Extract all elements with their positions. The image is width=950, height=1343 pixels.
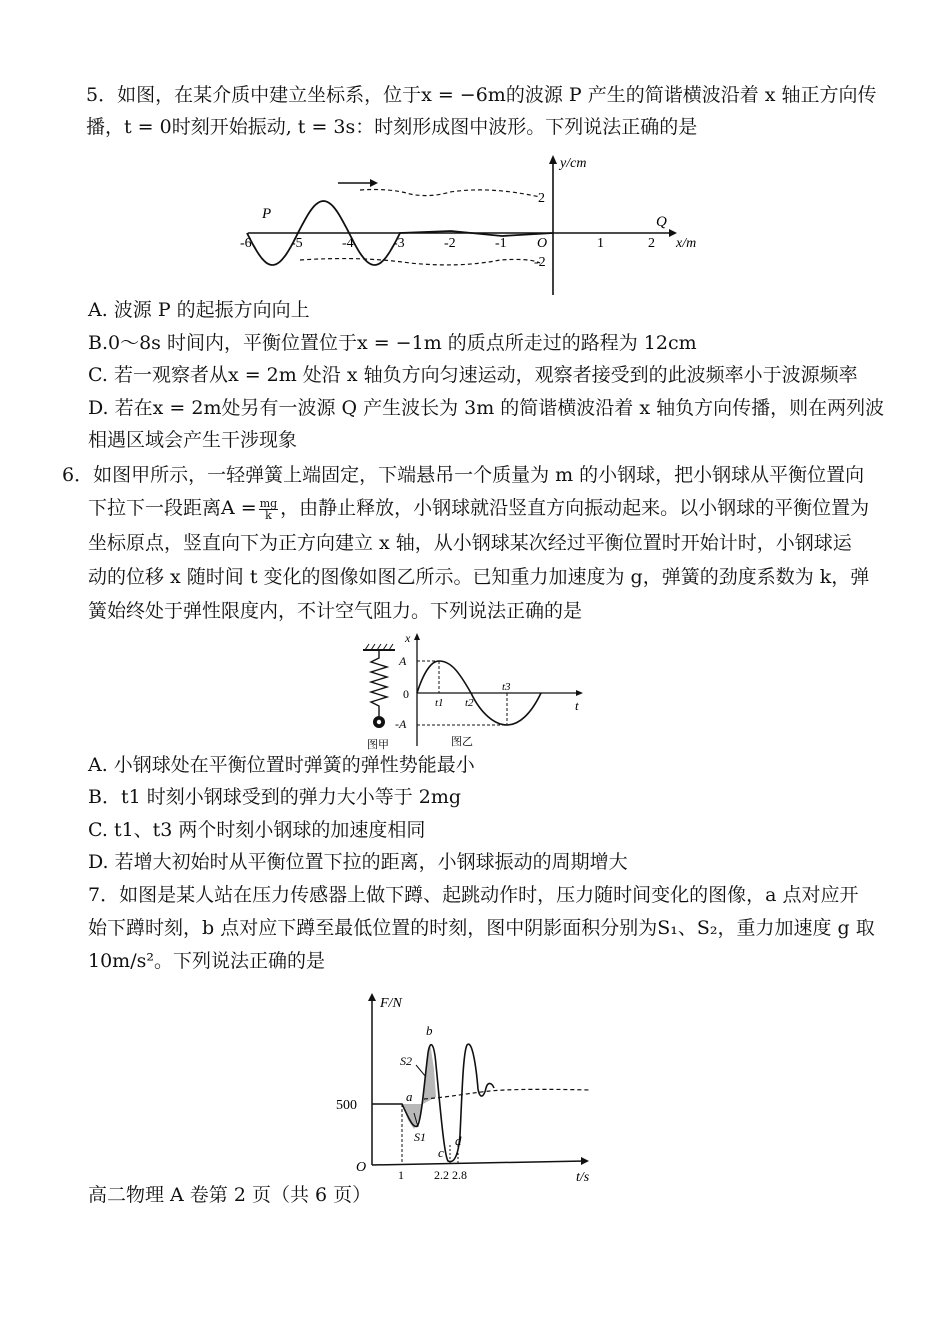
q5-point-p: P [262, 206, 272, 222]
q5-wave-figure [240, 150, 710, 300]
q5-x-tick: 1 [597, 236, 604, 251]
q5-point-q: Q [656, 214, 667, 230]
q6-label-a: A [399, 654, 407, 668]
q5-x-tick: -6 [240, 236, 252, 251]
q6-caption-left: 图甲 [367, 739, 389, 751]
q6-figure [355, 630, 595, 752]
q7-stem-line3: 10m/s²。下列说法正确的是 [88, 950, 325, 972]
q6-label-o: 0 [403, 687, 409, 701]
q6-stem-line2 [88, 495, 869, 521]
q7-label-500: 500 [336, 1098, 357, 1113]
q5-option-d-line2: 相遇区域会产生干涉现象 [88, 429, 298, 451]
q5-option-d-line1: D. 若在x = 2m处另有一波源 Q 产生波长为 3m 的简谐横波沿着 x 轴负方向传播，则在两列波 [88, 397, 885, 419]
q7-t-label: t/s [576, 1170, 590, 1185]
q6-stem-line3: 坐标原点，竖直向下为正方向建立 x 轴，从小钢球某次经过平衡位置时开始计时，小钢球运 [88, 532, 852, 554]
q6-stem-line4: 动的位移 x 随时间 t 变化的图像如图乙所示。已知重力加速度为 g，弹簧的劲度系数为 k，弹 [88, 566, 870, 588]
q7-f-label: F/N [380, 996, 402, 1011]
q6-option-a: A. 小钢球处在平衡位置时弹簧的弹性势能最小 [88, 754, 475, 776]
q5-stem-line1: 5．如图，在某介质中建立坐标系，位于x = −6m的波源 P 产生的简谐横波沿着 x 轴正方向传 [86, 84, 877, 106]
q6-t2: t2 [465, 697, 474, 709]
q5-y-tick-2: 2 [538, 191, 545, 206]
q5-envelope-bottom [300, 259, 540, 265]
q6-stem-line1: 6．如图甲所示，一轻弹簧上端固定，下端悬吊一个质量为 m 的小钢球，把小钢球从平衡位置向 [62, 464, 865, 486]
q6-label-neg-a: -A [395, 717, 407, 731]
q7-weight-dashed [424, 1089, 590, 1099]
q6-option-d: D. 若增大初始时从平衡位置下拉的距离，小钢球振动的周期增大 [88, 851, 628, 873]
q5-envelope-top [360, 190, 540, 198]
q5-x-tick: O [537, 236, 548, 251]
q7-label-s1: S1 [414, 1130, 426, 1144]
q5-y-tick-neg2: -2 [534, 255, 546, 270]
q5-stem-line2: 播，t = 0时刻开始振动, t = 3s：时刻形成图中波形。下列说法正确的是 [86, 116, 698, 138]
q6-spring [371, 650, 387, 716]
q6-caption-right: 图乙 [451, 736, 473, 748]
q5-x-tick: -1 [495, 236, 507, 251]
q6-line2-post: ，由静止释放，小钢球就沿竖直方向振动起来。以小钢球的平衡位置为 [280, 497, 870, 519]
q5-option-b: B.0～8s 时间内，平衡位置位于x = −1m 的质点所走过的路程为 12cm [88, 332, 697, 354]
q7-tick-22: 2.2 [434, 1168, 449, 1182]
q7-t-axis [372, 1161, 585, 1165]
q6-t3: t3 [502, 681, 511, 693]
q7-stem-line2: 始下蹲时刻，b 点对应下蹲至最低位置的时刻，图中阴影面积分别为S₁、S₂，重力加速度 g 取 [88, 917, 875, 939]
q5-propagation-arrowhead [370, 179, 378, 187]
q7-tick-1: 1 [398, 1168, 404, 1182]
q5-x-tick: 2 [648, 236, 655, 251]
q7-tick-28: 2.8 [452, 1168, 467, 1182]
q5-x-tick: -4 [342, 236, 354, 251]
q6-t1: t1 [435, 697, 444, 709]
q5-x-tick: -3 [393, 236, 405, 251]
q6-t-label: t [575, 698, 579, 713]
q7-stem-line1: 7．如图是某人站在压力传感器上做下蹲、起跳动作时，压力随时间变化的图像，a 点对应开 [88, 884, 859, 906]
q6-stem-line5: 簧始终处于弹性限度内，不计空气阻力。下列说法正确的是 [88, 600, 583, 622]
q5-x-ticks [240, 236, 655, 251]
q7-point-b: b [426, 1023, 433, 1038]
q7-label-s2: S2 [400, 1054, 412, 1068]
q6-x-label: x [405, 631, 411, 645]
q7-force-curve [372, 1044, 494, 1161]
q5-x-tick: -2 [444, 236, 456, 251]
q5-y-axis-arrow [549, 155, 557, 164]
q7-point-a: a [406, 1089, 413, 1104]
q5-x-tick: -5 [291, 236, 303, 251]
q6-line2-pre: 下拉下一段距离A = [88, 497, 257, 519]
q5-x-axis-label: x/m [676, 236, 697, 251]
q5-option-c: C. 若一观察者从x = 2m 处沿 x 轴负方向匀速运动，观察者接受到的此波频率小于波源频率 [88, 364, 858, 386]
q7-origin: O [356, 1160, 367, 1175]
q6-option-b: B．t1 时刻小钢球受到的弹力大小等于 2mg [88, 786, 462, 808]
q5-y-axis-label: y/cm [560, 156, 587, 171]
page-footer: 高二物理 A 卷第 2 页（共 6 页） [88, 1184, 372, 1206]
q5-option-a: A. 波源 P 的起振方向向上 [88, 299, 310, 321]
q7-point-c: c [438, 1145, 444, 1160]
q7-point-d: d [455, 1133, 462, 1148]
q7-force-figure [330, 985, 610, 1185]
q6-option-c: C. t1、t3 两个时刻小钢球的加速度相同 [88, 819, 426, 841]
q6-fraction-mg-k: $\frac{mg}{k}$ [259, 496, 278, 522]
